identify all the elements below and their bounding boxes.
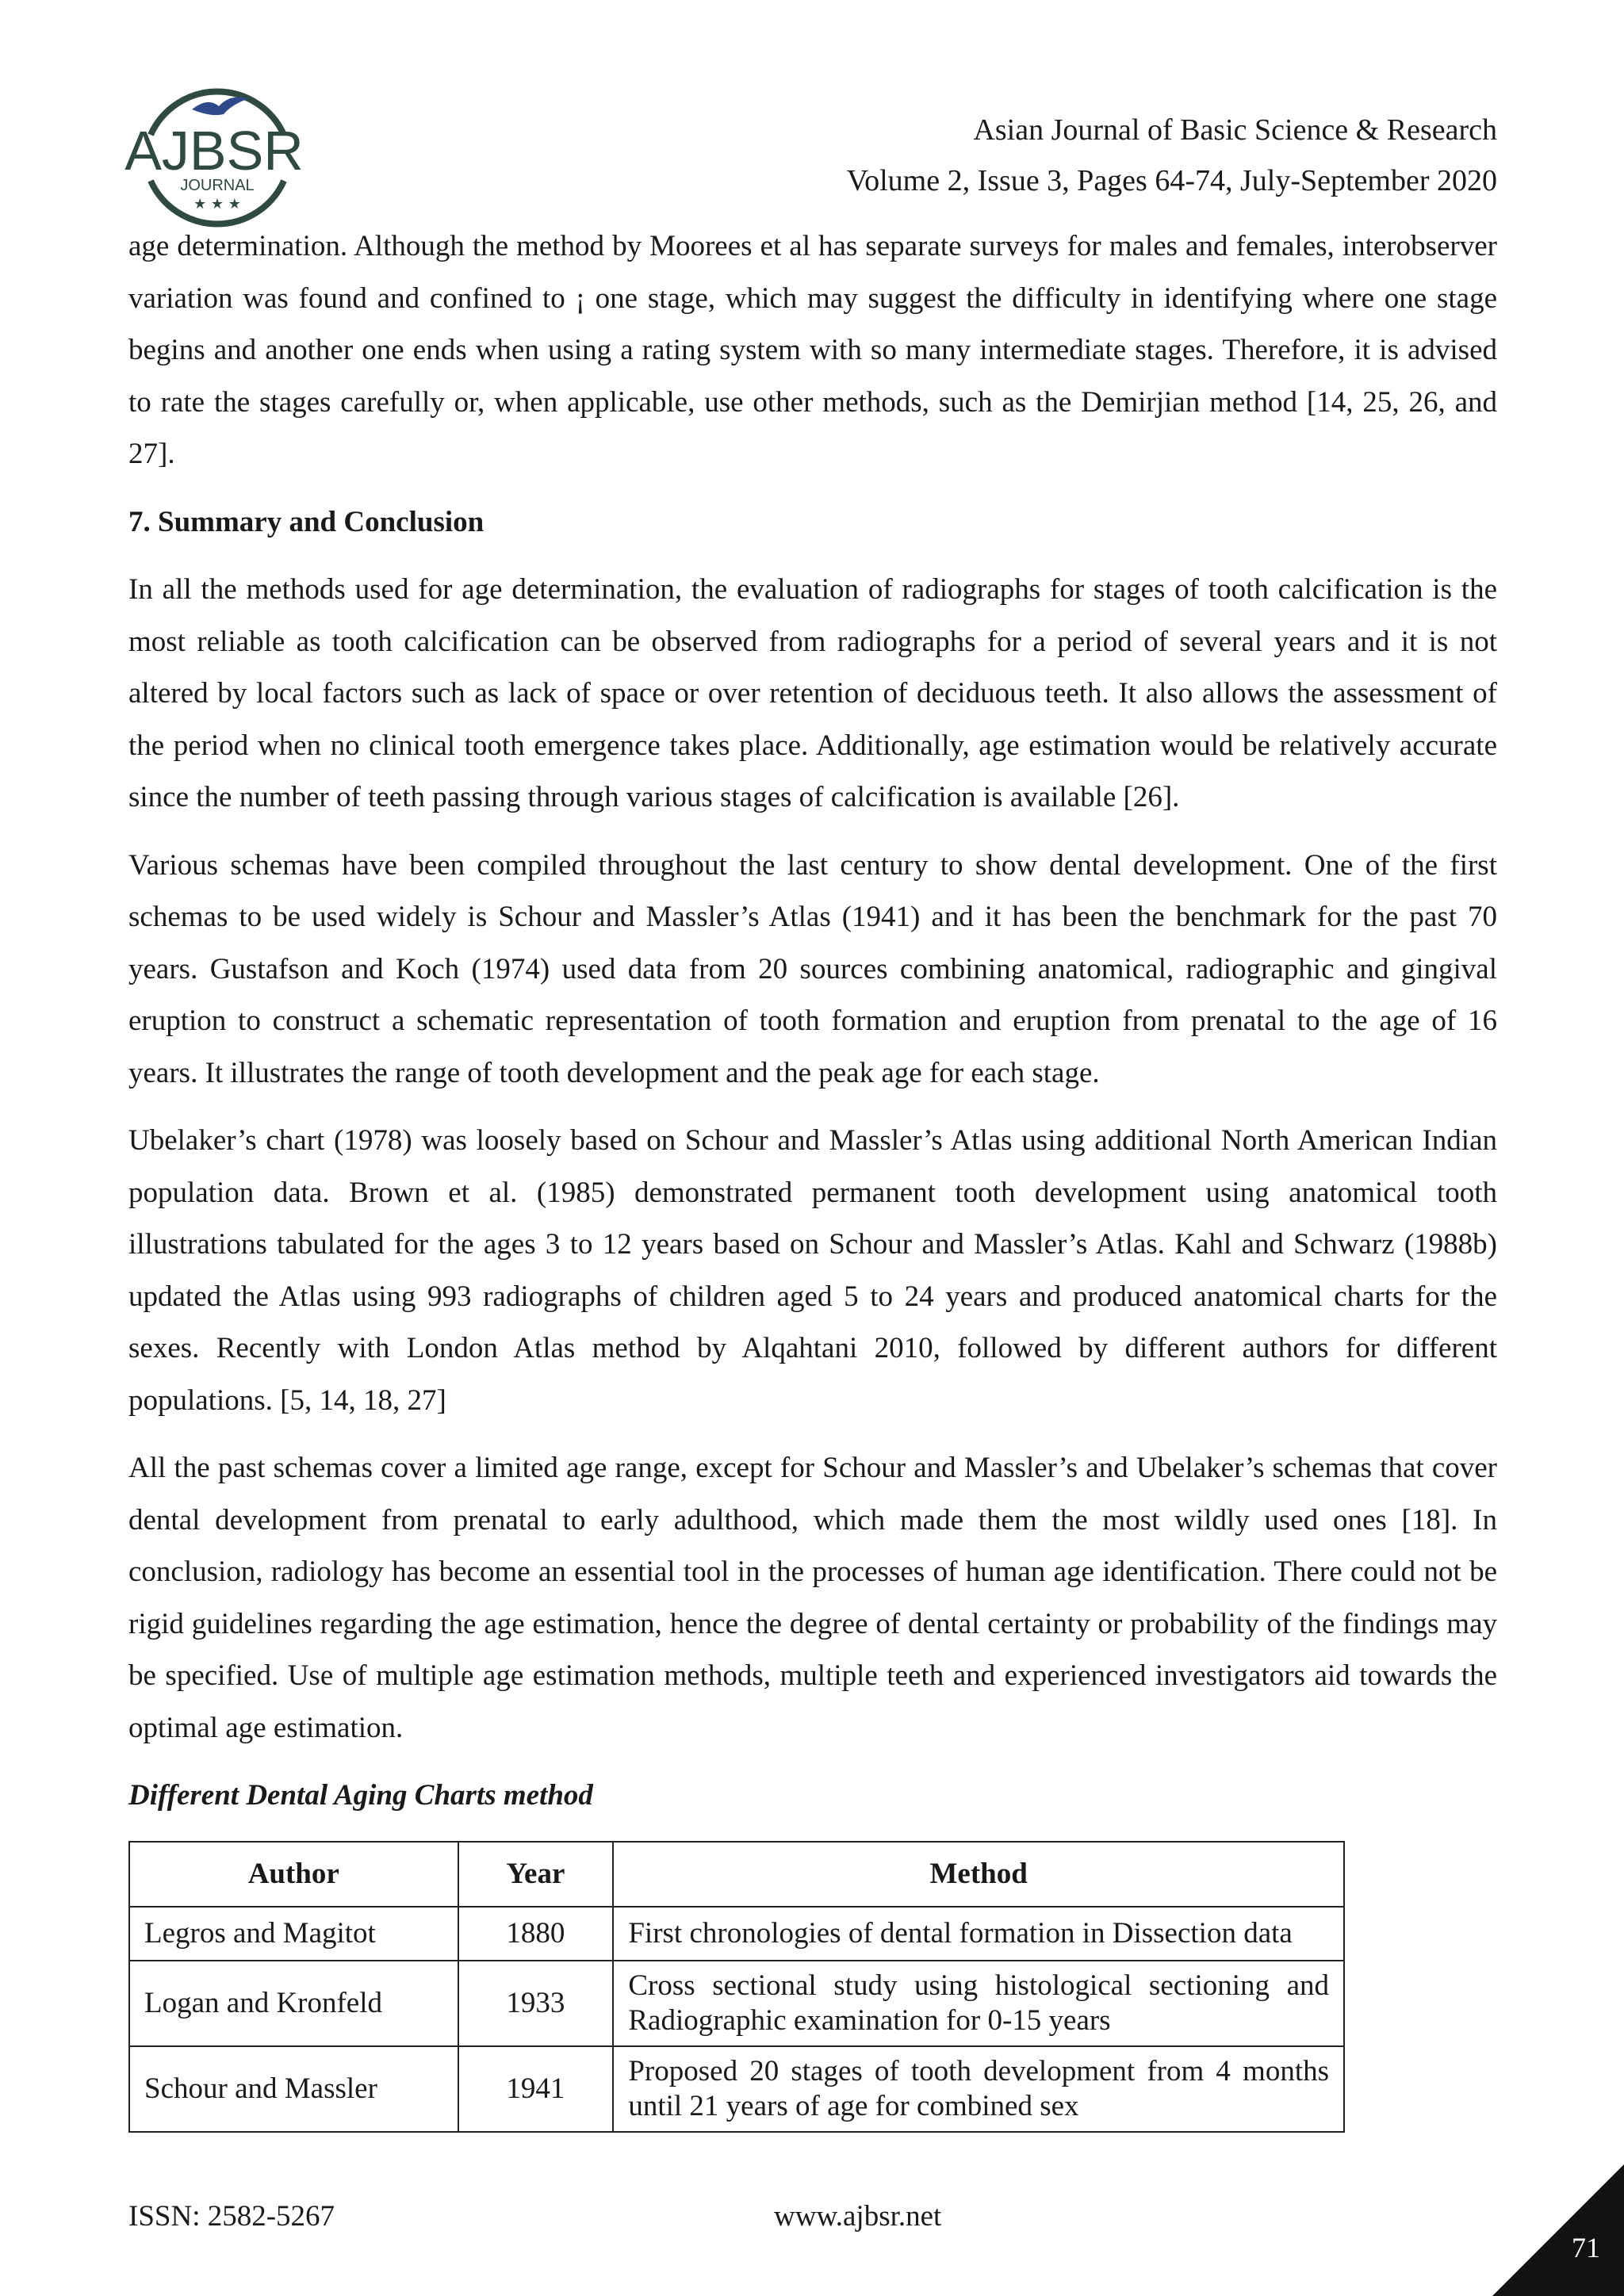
volume-info: Volume 2, Issue 3, Pages 64-74, July-September 2020	[846, 164, 1497, 197]
cell-author: Logan and Kronfeld	[129, 1961, 458, 2046]
cell-author: Schour and Massler	[129, 2046, 458, 2132]
paragraph: Various schemas have been compiled throughout the last century to show dental development. One of the first schemas to be used widely is Schour and Massler’s Atlas (1941) and it has been the benchmark for the past 70 years. Gustafson and Koch (1974) used data from 20 sources combining anatomical, radiographic and gingival eruption to construct a schematic representation of tooth formation and eruption from prenatal to the age of 16 years. It illustrates the range of tooth development and the peak age for each stage.	[128, 848, 1497, 1089]
cell-method: Proposed 20 stages of tooth development from 4 months until 21 years of age for combined sex	[613, 2046, 1344, 2132]
paragraph: age determination. Although the method by Moorees et al has separate surveys for males and females, interobserver variation was found and confined to ¡ one stage, which may suggest the difficulty in identifying where one stage begins and another one ends when using a rating system with so many intermediate stages. Therefore, it is advised to rate the stages carefully or, when applicable, use other methods, such as the Demirjian method [14, 25, 26, and 27].	[128, 230, 1497, 470]
cell-author: Legros and Magitot	[129, 1907, 458, 1961]
article-body	[128, 220, 1497, 2133]
table-title: Different Dental Aging Charts method	[128, 1779, 593, 1812]
cell-method: First chronologies of dental formation in Dissection data	[613, 1907, 1344, 1961]
table-row	[129, 2046, 1344, 2132]
logo-subtext: JOURNAL	[180, 177, 255, 194]
section-heading: 7. Summary and Conclusion	[128, 505, 485, 538]
ajbsr-logo	[119, 62, 309, 228]
cell-year: 1933	[458, 1961, 614, 2046]
cell-method: Cross sectional study using histological sectioning and Radiographic examination for 0-15 years	[613, 1961, 1344, 2046]
page-number: 71	[1572, 2232, 1600, 2263]
header-method: Method	[613, 1842, 1344, 1907]
paragraph: In all the methods used for age determination, the evaluation of radiographs for stages of tooth calcification is the most reliable as tooth calcification can be observed from radiographs for a period of several years and it is not altered by local factors such as lack of space or over retention of deciduous teeth. It also allows the assessment of the period when no clinical tooth emergence takes place. Additionally, age estimation would be relatively accurate since the number of teeth passing through various stages of calcification is available [26].	[128, 573, 1497, 813]
cell-year: 1880	[458, 1907, 614, 1961]
page-corner-triangle	[1492, 2164, 1624, 2296]
journal-name: Asian Journal of Basic Science & Research	[973, 113, 1497, 147]
table-row	[129, 1961, 1344, 2046]
table-header-row	[129, 1842, 1344, 1907]
issn-label: ISSN: 2582-5267	[128, 2200, 335, 2233]
logo-stars: ★ ★ ★	[193, 196, 241, 212]
header-author: Author	[129, 1842, 458, 1907]
paragraph: All the past schemas cover a limited age range, except for Schour and Massler’s and Ubelaker’s schemas that cover dental development from prenatal to early adulthood, which made them the most wildly used ones [18]. In conclusion, radiology has become an essential tool in the processes of human age identification. There could not be rigid guidelines regarding the age estimation, hence the degree of dental certainty or probability of the findings may be specified. Use of multiple age estimation methods, multiple teeth and experienced investigators aid towards the optimal age estimation.	[128, 1452, 1497, 1744]
header-year: Year	[458, 1842, 614, 1907]
page-header	[847, 105, 1497, 206]
table-row	[129, 1907, 1344, 1961]
dental-charts-table	[128, 1841, 1345, 2133]
website-link[interactable]: www.ajbsr.net	[774, 2200, 942, 2233]
bird-icon	[192, 97, 249, 115]
cell-year: 1941	[458, 2046, 614, 2132]
logo-text: AJBSR	[124, 120, 304, 182]
paragraph: Ubelaker’s chart (1978) was loosely based on Schour and Massler’s Atlas using additional North American Indian population data. Brown et al. (1985) demonstrated permanent tooth development using anatomical tooth illustrations tabulated for the ages 3 to 12 years based on Schour and Massler’s Atlas. Kahl and Schwarz (1988b) updated the Atlas using 993 radiographs of children aged 5 to 24 years and produced anatomical charts for the sexes. Recently with London Atlas method by Alqahtani 2010, followed by different authors for different populations. [5, 14, 18, 27]	[128, 1124, 1497, 1417]
